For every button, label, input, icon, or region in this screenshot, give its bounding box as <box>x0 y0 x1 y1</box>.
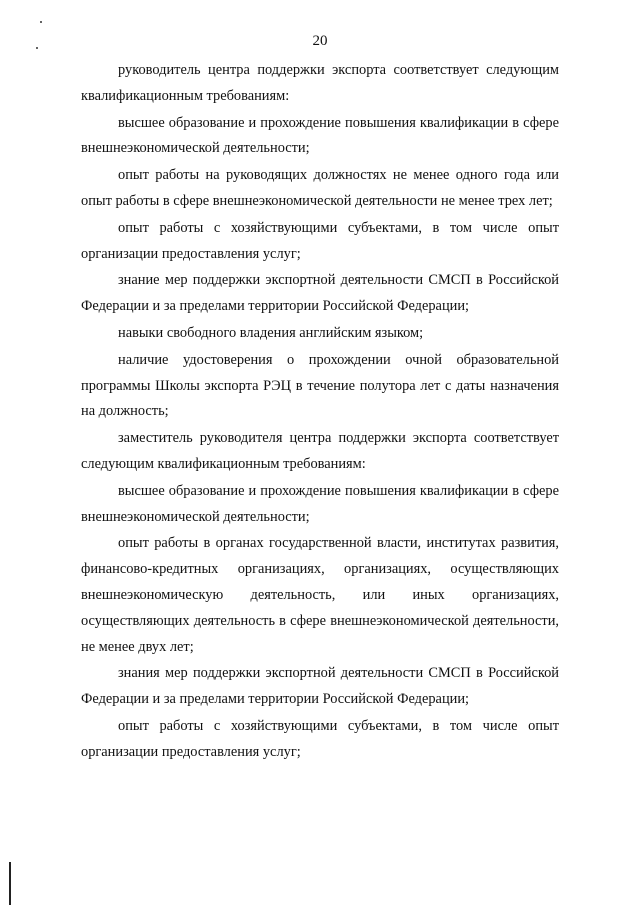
scan-speck <box>40 21 42 23</box>
paragraph: знание мер поддержки экспортной деятельности СМСП в Российской Федерации и за пределами территории Российской Федерации; <box>81 272 559 315</box>
page-number: 20 <box>312 33 328 49</box>
paragraph: наличие удостоверения о прохождении очной образовательной программы Школы экспорта РЭЦ в течение полутора лет с даты назначения на должность; <box>81 351 559 420</box>
paragraph: высшее образование и прохождение повышения квалификации в сфере внешнеэкономической деятельности; <box>81 114 559 157</box>
paragraph: высшее образование и прохождение повышения квалификации в сфере внешнеэкономической деятельности; <box>81 482 559 525</box>
paragraph: руководитель центра поддержки экспорта соответствует следующим квалификационным требованиям: <box>81 62 559 104</box>
paragraph: навыки свободного владения английским языком; <box>118 324 424 341</box>
document-body <box>81 58 559 766</box>
paragraph: опыт работы с хозяйствующими субъектами, в том числе опыт организации предоставления услуг; <box>81 219 559 262</box>
paragraph: опыт работы на руководящих должностях не менее одного года или опыт работы в сфере внешнеэкономической деятельности не менее трех лет; <box>81 167 559 209</box>
paragraph: опыт работы с хозяйствующими субъектами, в том числе опыт организации предоставления услуг; <box>81 717 559 760</box>
paragraph: знания мер поддержки экспортной деятельности СМСП в Российской Федерации и за пределами территории Российской Федерации; <box>81 665 559 708</box>
paragraph: заместитель руководителя центра поддержки экспорта соответствует следующим квалификационным требованиям: <box>81 430 559 472</box>
scan-edge-mark <box>9 862 11 905</box>
paragraph: опыт работы в органах государственной власти, институтах развития, финансово-кредитных организациях, организациях, осуществляющих внешнеэкономическую деятельность, или иных организациях, осуществляющих деятельность в сфере внешнеэкономической деятельности, не менее двух лет; <box>81 535 559 655</box>
